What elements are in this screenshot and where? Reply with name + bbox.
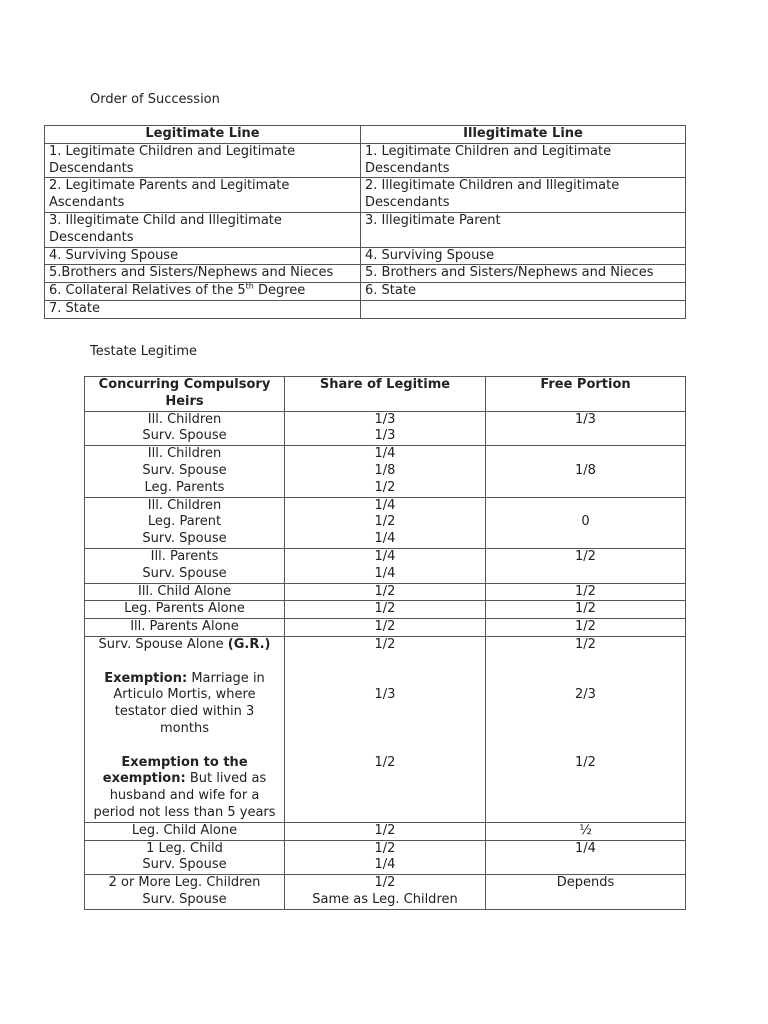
free-portion-cell [486, 411, 686, 446]
heir-name: Surv. Spouse [142, 462, 227, 478]
illegitimate-line-header: Illegitimate Line [361, 126, 686, 144]
share-value: 1/4 [374, 565, 396, 581]
row-text-tail: Degree [253, 283, 306, 299]
row-text: 6. Collateral Relatives of the 5 [49, 283, 246, 299]
free-portion-value: 1/2 [575, 619, 596, 635]
testate-legitime-title: Testate Legitime [90, 344, 198, 359]
heirs-cell [85, 822, 285, 840]
heir-name: 2 or More Leg. Children [108, 875, 261, 891]
share-value: 1/2 [374, 875, 396, 891]
free-portion-value: Depends [556, 875, 615, 891]
free-portion-cell [486, 446, 686, 497]
table-row [85, 875, 686, 910]
share-value: 1/2 [374, 601, 396, 617]
illegitimate-cell: 2. Illegitimate Children and Illegitimate Descendants [361, 178, 686, 213]
heirs-cell [85, 875, 285, 910]
share-cell [285, 822, 486, 840]
heir-name: Surv. Spouse [142, 891, 227, 907]
free-portion-cell [486, 840, 686, 875]
illegitimate-cell: 5. Brothers and Sisters/Nephews and Nieces [361, 265, 686, 283]
table-row [85, 411, 686, 446]
table-row [85, 497, 686, 548]
share-value: 1/3 [374, 428, 396, 444]
share-cell [285, 411, 486, 446]
share-cell [285, 497, 486, 548]
table-row [85, 583, 686, 601]
share-value: 1/4 [374, 497, 396, 513]
share-header: Share of Legitime [285, 377, 486, 412]
table-header-row [45, 126, 686, 144]
heir-name: Surv. Spouse [142, 531, 227, 547]
free-portion-cell [486, 497, 686, 548]
share-value: 1/2 [374, 636, 396, 652]
legitimate-cell: 5.Brothers and Sisters/Nephews and Nieces [45, 265, 361, 283]
heirs-cell [85, 548, 285, 583]
exemption2-text: But lived as husband and wife for a period not less than 5 years [93, 771, 276, 820]
table-row [45, 178, 686, 213]
exemption2-free-value: 1/2 [575, 754, 596, 770]
share-value: 1/2 [374, 583, 396, 599]
table-row [85, 822, 686, 840]
share-cell [285, 601, 486, 619]
heirs-cell [85, 583, 285, 601]
share-value: 1/4 [374, 446, 396, 462]
free-portion-value: 1/2 [575, 583, 596, 599]
exemption2-label: Exemption to the exemption: [102, 754, 248, 787]
free-portion-cell [486, 822, 686, 840]
table-row [45, 300, 686, 318]
heirs-cell [85, 411, 285, 446]
heir-name: Surv. Spouse [142, 565, 227, 581]
free-portion-value: 1/4 [575, 840, 596, 856]
heirs-header: Concurring Compulsory Heirs [85, 377, 285, 412]
heir-name: Leg. Child Alone [131, 822, 238, 838]
heir-name: Leg. Parents [144, 479, 225, 495]
heir-name: Surv. Spouse [142, 428, 227, 444]
table-row-spouse-alone [85, 636, 686, 822]
legitimate-cell: 1. Legitimate Children and Legitimate Descendants [45, 143, 361, 178]
heir-name: Ill. Parents [150, 548, 219, 564]
heir-name: Leg. Parent [147, 514, 222, 530]
free-portion-value: 1/8 [575, 462, 596, 478]
share-cell [285, 548, 486, 583]
free-portion-value: 1/3 [575, 411, 596, 427]
free-portion-header: Free Portion [486, 377, 686, 412]
free-portion-cell [486, 875, 686, 910]
heir-name: Surv. Spouse [142, 857, 227, 873]
order-of-succession-title: Order of Succession [90, 92, 220, 107]
heir-name: Ill. Children [147, 446, 222, 462]
heir-name: 1 Leg. Child [146, 840, 223, 856]
table-row [45, 247, 686, 265]
free-portion-cell [486, 619, 686, 637]
free-portion-value: 0 [581, 514, 590, 530]
legitimate-cell: 7. State [45, 300, 361, 318]
legitimate-cell: 4. Surviving Spouse [45, 247, 361, 265]
share-value: 1/4 [374, 531, 396, 547]
share-value: 1/4 [374, 857, 396, 873]
table-row [85, 548, 686, 583]
share-cell [285, 619, 486, 637]
heirs-cell [85, 619, 285, 637]
illegitimate-cell: 6. State [361, 283, 686, 301]
heir-name: Ill. Child Alone [138, 583, 231, 599]
heir-name: Leg. Parents Alone [124, 601, 245, 617]
share-value: Same as Leg. Children [312, 891, 458, 907]
table-row [45, 143, 686, 178]
heirs-cell [85, 497, 285, 548]
table-row [45, 212, 686, 247]
exemption2-share-value: 1/2 [374, 754, 396, 770]
share-cell [285, 583, 486, 601]
share-value: 1/8 [374, 462, 396, 478]
testate-legitime-table [84, 376, 686, 910]
exemption-free-value: 2/3 [575, 687, 596, 703]
share-value: 1/2 [374, 840, 396, 856]
spouse-alone-label: Surv. Spouse Alone [98, 636, 228, 652]
table-row [85, 446, 686, 497]
share-cell [285, 636, 486, 822]
heir-name: Ill. Children [147, 497, 222, 513]
illegitimate-cell: 1. Legitimate Children and Legitimate Descendants [361, 143, 686, 178]
share-value: 1/2 [374, 479, 396, 495]
share-value: 1/3 [374, 411, 396, 427]
free-portion-cell [486, 636, 686, 822]
exemption-label: Exemption: [104, 670, 188, 686]
table-row [45, 283, 686, 301]
heirs-cell [85, 601, 285, 619]
table-row [85, 601, 686, 619]
free-portion-value: 1/2 [575, 601, 596, 617]
free-portion-cell [486, 583, 686, 601]
share-value: 1/2 [374, 514, 396, 530]
legitimate-cell: 3. Illegitimate Child and Illegitimate Descendants [45, 212, 361, 247]
exemption-text: Marriage in Articulo Mortis, where testator died within 3 months [113, 670, 265, 736]
exemption-share-value: 1/3 [374, 687, 396, 703]
share-cell [285, 446, 486, 497]
illegitimate-cell: 3. Illegitimate Parent [361, 212, 686, 247]
free-portion-value: ½ [579, 822, 592, 838]
heirs-cell [85, 636, 285, 822]
share-value: 1/2 [374, 822, 396, 838]
free-portion-value: 1/2 [575, 548, 596, 564]
table-header-row [85, 377, 686, 412]
table-row [85, 840, 686, 875]
share-value: 1/4 [374, 548, 396, 564]
legitimate-cell [45, 283, 361, 301]
illegitimate-cell: 4. Surviving Spouse [361, 247, 686, 265]
share-cell [285, 875, 486, 910]
heir-name: Ill. Children [147, 411, 222, 427]
table-row [85, 619, 686, 637]
legitimate-line-header: Legitimate Line [45, 126, 361, 144]
order-of-succession-table [44, 125, 686, 319]
legitimate-cell: 2. Legitimate Parents and Legitimate Ascendants [45, 178, 361, 213]
heirs-cell [85, 840, 285, 875]
heirs-cell [85, 446, 285, 497]
free-value: 1/2 [575, 636, 596, 652]
table-row [45, 265, 686, 283]
gr-label: (G.R.) [227, 636, 271, 652]
share-value: 1/2 [374, 619, 396, 635]
illegitimate-cell [361, 300, 686, 318]
share-cell [285, 840, 486, 875]
free-portion-cell [486, 548, 686, 583]
heir-name: Ill. Parents Alone [130, 619, 239, 635]
superscript: th [245, 281, 254, 291]
free-portion-cell [486, 601, 686, 619]
